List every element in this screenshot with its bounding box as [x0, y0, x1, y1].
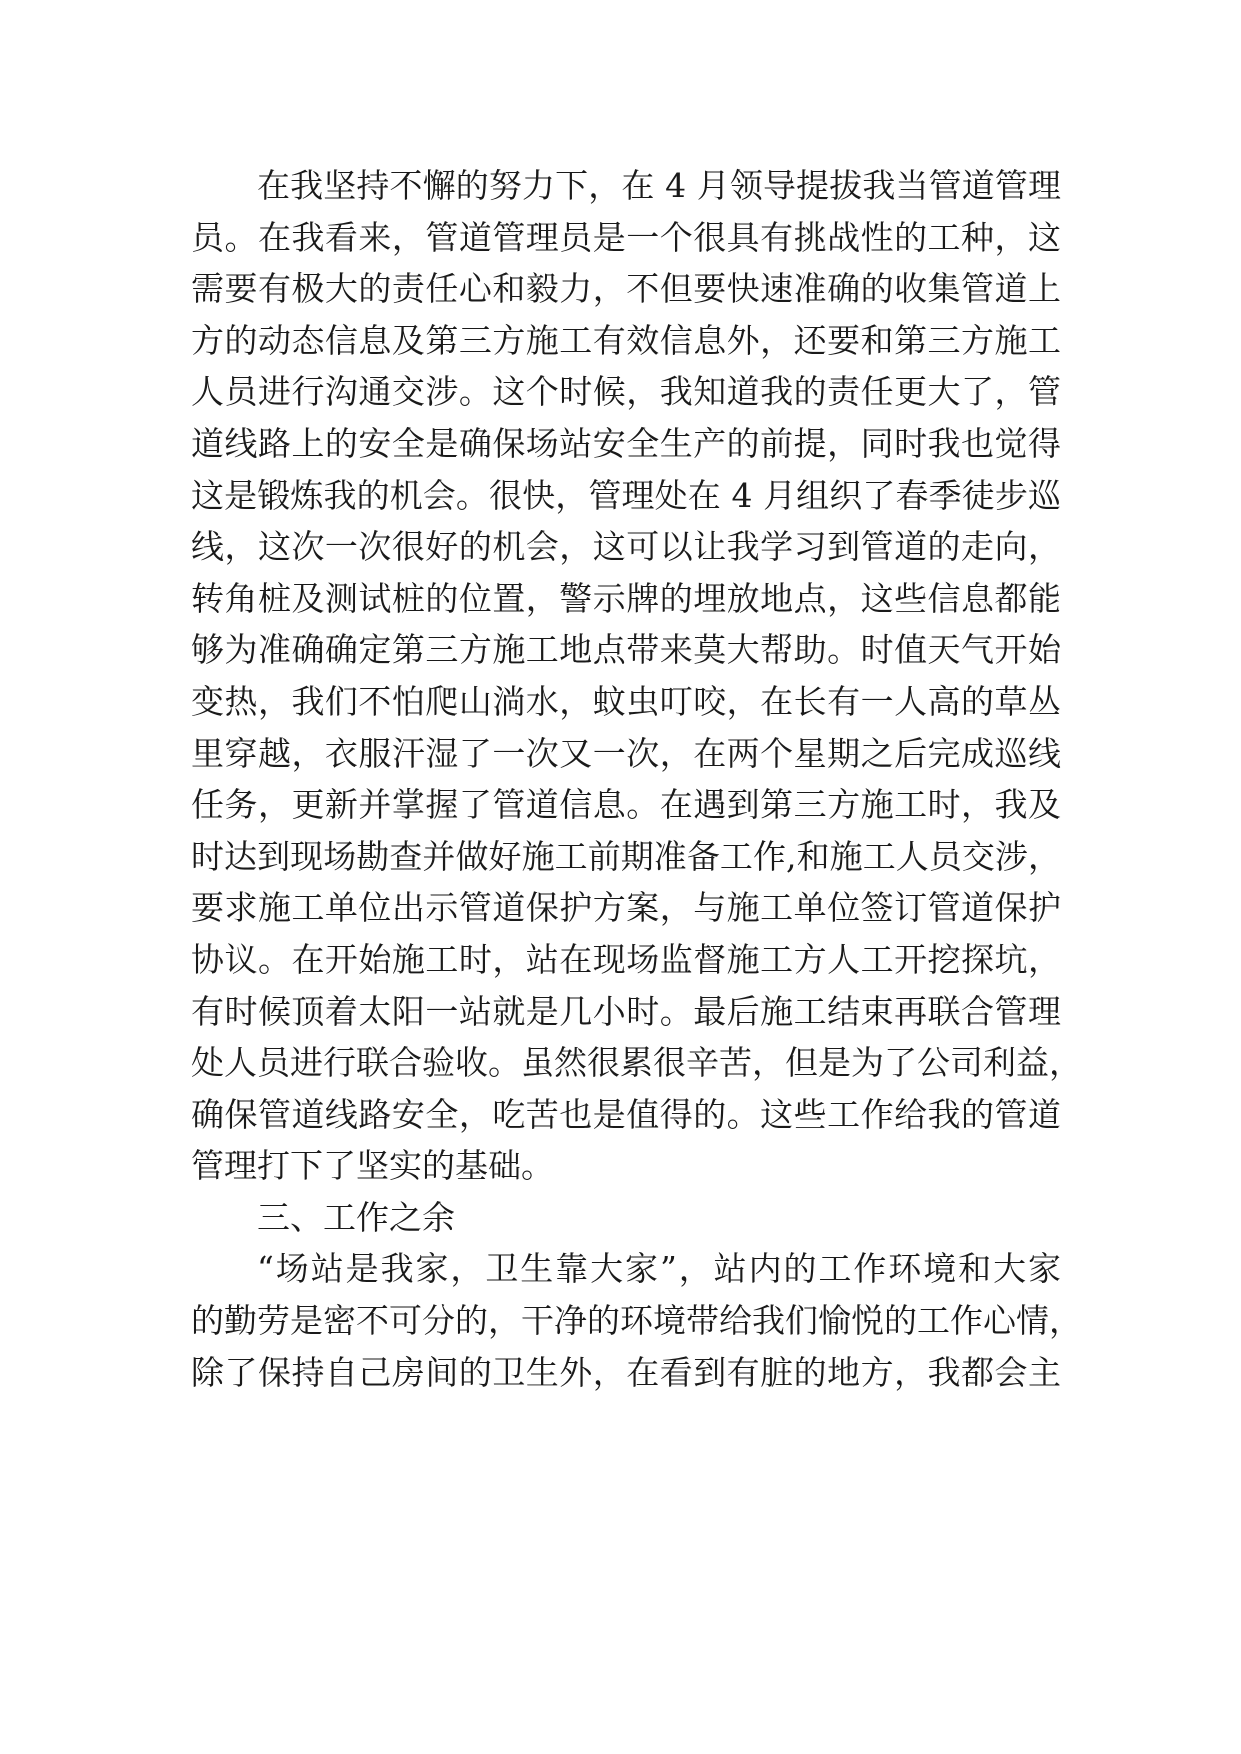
- paragraph-line: 变热，我们不怕爬山淌水，蚊虫叮咬，在长有一人高的草丛: [191, 681, 1061, 721]
- paragraph-line: 线，这次一次很好的机会，这可以让我学习到管道的走向，: [191, 527, 1061, 567]
- paragraph-line: 除了保持自己房间的卫生外，在看到有脏的地方，我都会主: [191, 1352, 1061, 1392]
- paragraph-line: 人员进行沟通交涉。这个时候，我知道我的责任更大了，管: [191, 372, 1061, 412]
- paragraph-line: 协议。在开始施工时，站在现场监督施工方人工开挖探坑，: [191, 939, 1061, 979]
- paragraph-line: 要求施工单位出示管道保护方案，与施工单位签订管道保护: [191, 888, 1061, 928]
- paragraph-line: 道线路上的安全是确保场站安全生产的前提，同时我也觉得: [191, 423, 1061, 463]
- paragraph-line: 时达到现场勘查并做好施工前期准备工作,和施工人员交涉，: [191, 836, 1061, 876]
- section-heading: 三、工作之余: [257, 1197, 455, 1237]
- paragraph-line: 里穿越，衣服汗湿了一次又一次，在两个星期之后完成巡线: [191, 733, 1061, 773]
- paragraph-line: 确保管道线路安全，吃苦也是值得的。这些工作给我的管道: [191, 1094, 1061, 1134]
- paragraph-line: 转角桩及测试桩的位置，警示牌的埋放地点，这些信息都能: [191, 578, 1061, 618]
- paragraph-line: 员。在我看来，管道管理员是一个很具有挑战性的工种，这: [191, 217, 1061, 257]
- paragraph-line: 处人员进行联合验收。虽然很累很辛苦，但是为了公司利益，: [191, 1043, 1082, 1083]
- paragraph-line: 方的动态信息及第三方施工有效信息外，还要和第三方施工: [191, 320, 1061, 360]
- paragraph-line: “场站是我家，卫生靠大家”，站内的工作环境和大家: [257, 1249, 1061, 1289]
- paragraph-line: 在我坚持不懈的努力下，在 4 月领导提拔我当管道管理: [257, 166, 1061, 205]
- paragraph-line: 需要有极大的责任心和毅力，不但要快速准确的收集管道上: [191, 269, 1061, 309]
- paragraph-line: 够为准确确定第三方施工地点带来莫大帮助。时值天气开始: [191, 630, 1061, 670]
- body-text: [191, 160, 1082, 1398]
- paragraph-line: 的勤劳是密不可分的，干净的环境带给我们愉悦的工作心情，: [191, 1301, 1082, 1341]
- paragraph-line: 这是锻炼我的机会。很快，管理处在 4 月组织了春季徒步巡: [191, 475, 1061, 515]
- paragraph-line: 管理打下了坚实的基础。: [191, 1146, 554, 1186]
- paragraph-line: 有时候顶着太阳一站就是几小时。最后施工结束再联合管理: [191, 991, 1061, 1031]
- paragraph-line: 任务，更新并掌握了管道信息。在遇到第三方施工时，我及: [191, 785, 1061, 825]
